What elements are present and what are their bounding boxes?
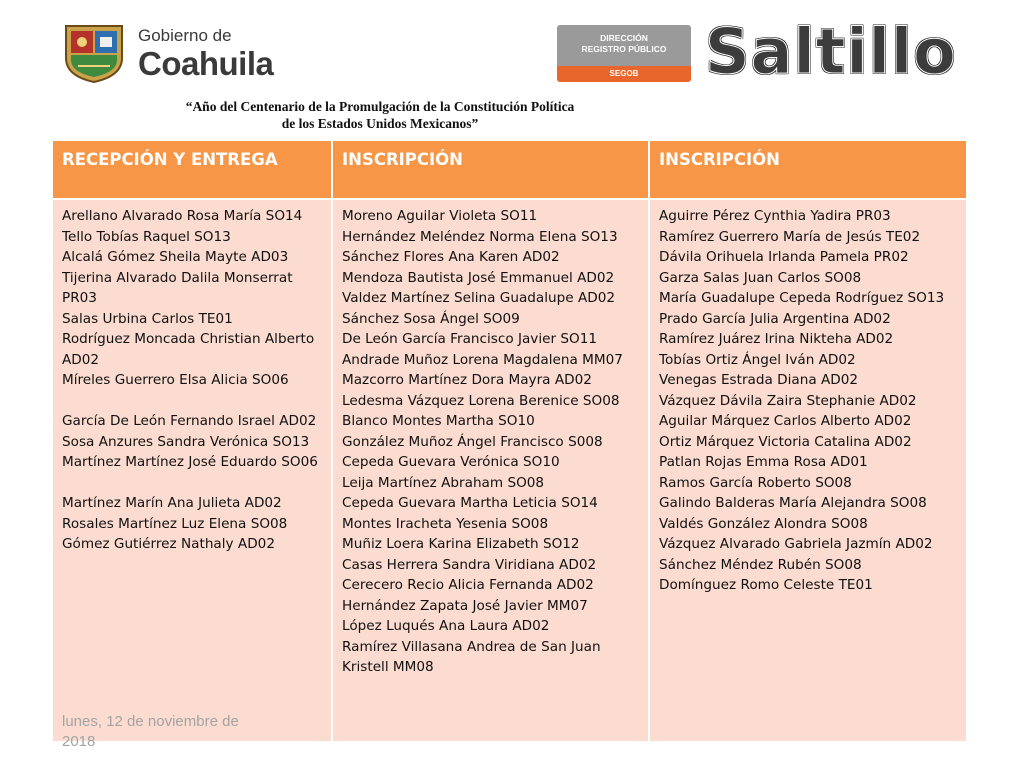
slide-date: lunes, 12 de noviembre de 2018 [62,713,239,750]
list-item: López Luqués Ana Laura AD02 [342,618,550,634]
list-item: Mendoza Bautista José Emmanuel AD02 [342,269,615,286]
list-item: Muñiz Loera Karina Elizabeth SO12 [342,536,580,552]
list-item: Alcalá Gómez Sheila Mayte AD03 [62,249,289,265]
list-item: Arellano Alvarado Rosa María SO14 [62,208,303,224]
gov-state: Coahuila [138,45,274,82]
registro-publico-logo [557,25,691,83]
column-inscripcion-2 [650,141,966,741]
list-item: Sosa Anzures Sandra Verónica SO13 [62,433,310,450]
list-item: Aguilar Márquez Carlos Alberto AD02 [659,413,912,429]
column-inscripcion-1 [333,141,648,741]
list-item: Hernández Zapata José Javier MM07 [342,597,588,614]
list-item: Ramos García Roberto SO08 [659,474,852,491]
list-item: Aguirre Pérez Cynthia Yadira PR03 [659,208,891,224]
list-spacer [62,391,322,412]
list-item: Ramírez Villasana Andrea de San Juan Kristell MM08 [342,638,601,675]
list-item: Dávila Orihuela Irlanda Pamela PR02 [659,249,909,265]
list-item: Prado García Julia Argentina AD02 [659,310,891,327]
list-item: García De León Fernando Israel AD02 [62,413,317,429]
column-header: RECEPCIÓN Y ENTREGA [53,141,331,198]
list-item: Moreno Aguilar Violeta SO11 [342,208,538,224]
list-item: Tobías Ortiz Ángel Iván AD02 [659,351,856,368]
list-item: Blanco Montes Martha SO10 [342,413,535,429]
list-item: Cepeda Guevara Martha Leticia SO14 [342,495,598,511]
list-item: Domínguez Romo Celeste TE01 [659,577,873,593]
coahuila-government-logo [60,22,300,86]
list-item: Vázquez Alvarado Gabriela Jazmín AD02 [659,536,933,552]
list-item: Patlan Rojas Emma Rosa AD01 [659,454,868,470]
column-body [650,200,966,741]
list-item: Cepeda Guevara Verónica SO10 [342,454,560,470]
motto-line-2: de los Estados Unidos Mexicanos” [281,116,479,131]
column-header: INSCRIPCIÓN [650,141,966,198]
list-item: María Guadalupe Cepeda Rodríguez SO13 [659,290,945,306]
list-item: Andrade Muñoz Lorena Magdalena MM07 [342,351,623,368]
gov-prefix: Gobierno de [138,26,232,45]
list-item: Cerecero Recio Alicia Fernanda AD02 [342,577,594,593]
list-item: Valdés González Alondra SO08 [659,515,868,532]
list-item: Martínez Martínez José Eduardo SO06 [62,454,318,470]
list-item: Ledesma Vázquez Lorena Berenice SO08 [342,392,620,409]
list-item: Leija Martínez Abraham SO08 [342,474,545,491]
list-spacer [62,473,322,494]
list-item: Ramírez Guerrero María de Jesús TE02 [659,228,921,245]
list-item: Hernández Meléndez Norma Elena SO13 [342,228,618,245]
list-item: Sánchez Sosa Ángel SO09 [342,310,520,327]
column-body [53,200,331,741]
list-item: Ortiz Márquez Victoria Catalina AD02 [659,433,912,450]
motto [160,98,600,132]
list-item: Tijerina Alvarado Dalila Monserrat PR03 [62,269,293,306]
column-body [333,200,648,741]
list-item: Mazcorro Martínez Dora Mayra AD02 [342,372,592,388]
list-item: Martínez Marín Ana Julieta AD02 [62,495,282,511]
list-item: Galindo Balderas María Alejandra SO08 [659,495,927,511]
list-item: Ramírez Juárez Irina Nikteha AD02 [659,331,894,347]
list-item: Tello Tobías Raquel SO13 [62,228,231,245]
staff-table [53,141,966,741]
name-list [659,206,957,596]
list-item: Casas Herrera Sandra Viridiana AD02 [342,556,597,573]
list-item: Sánchez Flores Ana Karen AD02 [342,249,560,265]
agency-line-1: DIRECCIÓN [600,33,648,43]
column-header: INSCRIPCIÓN [333,141,648,198]
name-list [62,206,322,555]
list-item: Vázquez Dávila Zaira Stephanie AD02 [659,392,917,409]
motto-line-1: “Año del Centenario de la Promulgación de la Constitución Política [185,99,575,114]
list-item: Míreles Guerrero Elsa Alicia SO06 [62,372,289,388]
agency-tag: SEGOB [557,66,691,82]
list-item: Sánchez Méndez Rubén SO08 [659,556,862,573]
city-title: Saltillo [705,15,957,88]
list-item: Valdez Martínez Selina Guadalupe AD02 [342,290,616,306]
list-item: Gómez Gutiérrez Nathaly AD02 [62,536,275,552]
name-list [342,206,639,678]
list-item: González Muñoz Ángel Francisco S008 [342,433,603,450]
agency-line-2: REGISTRO PÚBLICO [581,44,667,54]
list-item: Rodríguez Moncada Christian Alberto AD02 [62,331,315,368]
list-item: De León García Francisco Javier SO11 [342,331,598,347]
list-item: Salas Urbina Carlos TE01 [62,310,233,327]
list-item: Venegas Estrada Diana AD02 [659,372,859,388]
column-recepcion-entrega [53,141,331,741]
list-item: Rosales Martínez Luz Elena SO08 [62,515,288,532]
list-item: Garza Salas Juan Carlos SO08 [659,269,862,286]
coahuila-seal-icon [60,22,128,84]
list-item: Montes Iracheta Yesenia SO08 [342,515,549,532]
